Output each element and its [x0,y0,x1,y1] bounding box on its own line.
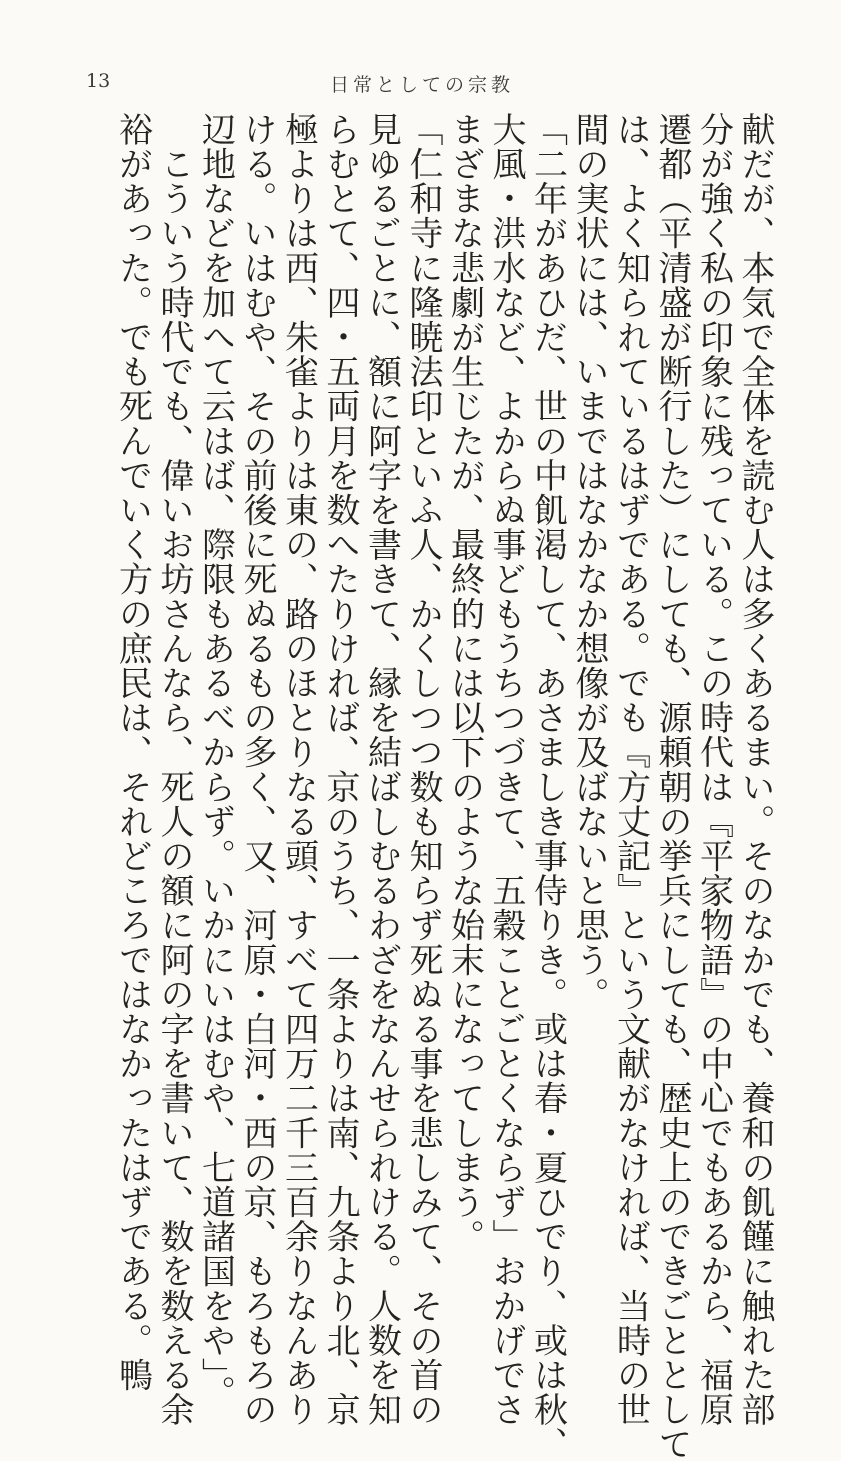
page-number: 13 [86,70,111,92]
text-column: 分が強く私の印象に残っている。この時代は『平家物語』の中心でもあるから、福原 [693,112,734,1427]
quote-column: 辺地などを加へて云はば、際限もあるべからず。いかにいはむや、七道諸国をや」。 [195,112,236,1410]
text-column: 間の実状には、いまではなかなか想像が及ばないと思う。 [569,112,609,1012]
quote-column: 「仁和寺に隆暁法印といふ人、かくしつつ数も知らず死ぬる事を悲しみて、その首の [403,112,443,1427]
quote-column: らむとて、四・五両月を数へたりければ、京のうち、一条よりは南、九条より北、京 [320,112,360,1427]
text-column: まざまな悲劇が生じたが、最終的には以下のような始末になってしまう。 [444,112,485,1254]
text-column: 裕があった。でも死んでいく方の庶民は、それどころではなかったはずである。鴨 [112,112,153,1393]
text-column: 遷都（平清盛が断行した）にしても、源頼朝の挙兵にしても、歴史上のできごととして [652,112,692,1461]
quote-column: 見ゆるごとに、額に阿字を書きて、縁を結ばしむるわざをなんせられける。人数を知 [361,112,402,1427]
quote-column: ける。いはむや、その前後に死ぬるもの多く、又、河原・白河・西の京、もろもろの [237,112,277,1427]
text-column: 献だが、本気で全体を読む人は多くあるまい。そのなかでも、養和の飢饉に触れた部 [735,112,775,1427]
running-title: 日常としての宗教 [330,74,515,96]
page-header [0,70,841,100]
text-column: こういう時代でも、偉いお坊さんなら、死人の額に阿の字を書いて、数を数える余 [154,112,194,1427]
text-column: は、よく知られているはずである。でも『方丈記』という文献がなければ、当時の世 [610,112,651,1427]
quote-column: 「二年があひだ、世の中飢渇して、あさましき事侍りき。或は春・夏ひでり、或は秋、 [527,112,568,1461]
quote-column: 大風・洪水など、よからぬ事どもうちつづきて、五穀ことごとくならず」おかげでさ [486,112,526,1427]
quote-column: 極よりは西、朱雀よりは東の、路のほとりなる頭、すべて四万二千三百余りなんあり [278,112,319,1427]
vertical-body-text [111,112,775,1461]
